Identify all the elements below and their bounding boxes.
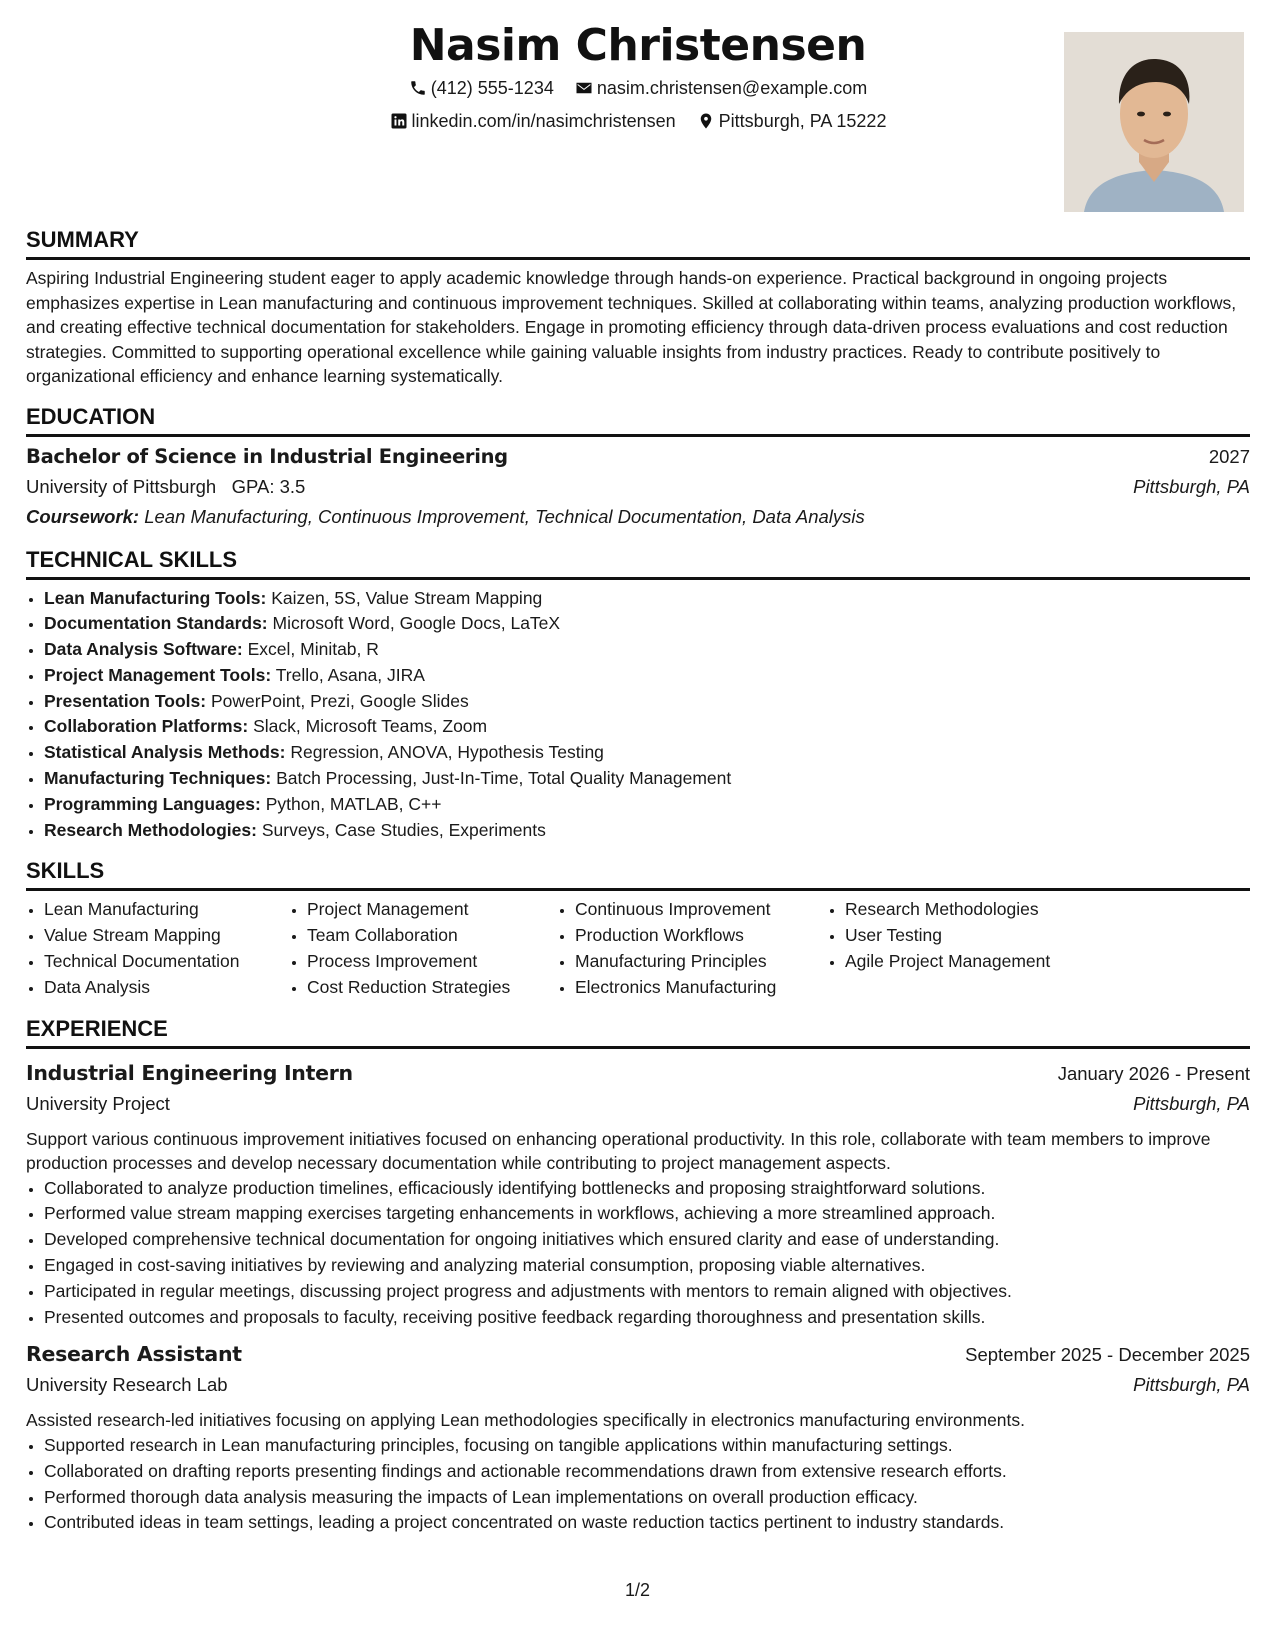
job-header-row — [26, 1340, 1250, 1370]
skill-label: Statistical Analysis Methods: — [44, 742, 286, 763]
list-item: • Performed value stream mapping exercises targeting enhancements in workflows, achieving a more streamlined approach. — [44, 1201, 1250, 1227]
graduation-year: 2027 — [1208, 445, 1250, 467]
list-item — [44, 714, 1250, 740]
page-number: 1/2 — [624, 1580, 651, 1600]
list-item: • Lean Manufacturing — [44, 897, 289, 923]
school-info — [26, 472, 305, 502]
section-title-experience: EXPERIENCE — [26, 1015, 1250, 1049]
list-item: • Process Improvement — [307, 949, 557, 975]
job-title: Industrial Engineering Intern — [26, 1060, 353, 1085]
coursework-line — [26, 502, 1250, 532]
section-title-technical-skills: TECHNICAL SKILLS — [26, 546, 1250, 580]
gpa: GPA: 3.5 — [231, 475, 306, 497]
job-org-row — [26, 1370, 1250, 1400]
job-bullets — [26, 1433, 1250, 1536]
list-item: • User Testing — [845, 923, 1105, 949]
skill-value: Trello, Asana, JIRA — [275, 664, 425, 685]
list-item — [44, 586, 1250, 612]
profile-photo — [1064, 32, 1244, 212]
list-item: • Project Management — [307, 897, 557, 923]
skills-grid — [26, 897, 1250, 1000]
job-summary: Assisted research-led initiatives focusing on applying Lean methodologies specifically in electronics manufacturing environments. — [26, 1410, 1026, 1431]
list-item: • Developed comprehensive technical documentation for ongoing initiatives which ensured clarity and ease of understanding. — [44, 1227, 1250, 1253]
skill-label: Documentation Standards: — [44, 613, 268, 634]
linkedin-item[interactable] — [390, 109, 676, 133]
technical-skills-list — [26, 586, 1250, 844]
skill-label: Project Management Tools: — [44, 664, 272, 685]
experience-entry — [26, 1059, 1250, 1331]
skill-value: Regression, ANOVA, Hypothesis Testing — [290, 742, 604, 763]
job-summary: Support various continuous improvement initiatives focused on enhancing operational productivity. In this role, collaborate with team members to improve production processes and develop necessary documentation while contributing to project management aspects. — [26, 1128, 1211, 1174]
email-link[interactable]: nasim.christensen@example.com — [596, 78, 868, 99]
coursework-list: Lean Manufacturing, Continuous Improvement, Technical Documentation, Data Analysis — [144, 505, 865, 527]
list-item — [44, 766, 1250, 792]
list-item: • Production Workflows — [575, 923, 827, 949]
list-item: • Team Collaboration — [307, 923, 557, 949]
school-name: University of Pittsburgh — [26, 475, 217, 497]
degree-name: Bachelor of Science in Industrial Engineering — [26, 444, 508, 468]
linkedin-icon — [390, 112, 408, 130]
location-text: Pittsburgh, PA 15222 — [718, 111, 887, 132]
list-item: • Technical Documentation — [44, 949, 289, 975]
envelope-icon — [575, 79, 593, 97]
list-item: • Collaborated on drafting reports presenting findings and actionable recommendations drawn from extensive research efforts. — [44, 1459, 1250, 1485]
phone-text: (412) 555-1234 — [430, 78, 554, 99]
list-item: • Supported research in Lean manufacturing principles, focusing on tangible applications within manufacturing settings. — [44, 1433, 1250, 1459]
list-item: • Participated in regular meetings, discussing project progress and adjustments with mentors to remain aligned with objectives. — [44, 1279, 1250, 1305]
section-title-summary: SUMMARY — [26, 226, 1250, 260]
skill-label: Collaboration Platforms: — [44, 716, 249, 737]
skill-label: Manufacturing Techniques: — [44, 768, 272, 789]
list-item: • Presented outcomes and proposals to faculty, receiving positive feedback regarding thoroughness and presentation skills. — [44, 1305, 1250, 1331]
job-location: Pittsburgh, PA — [1133, 1374, 1250, 1396]
list-item: • Research Methodologies — [845, 897, 1105, 923]
portrait-image — [1064, 32, 1244, 212]
list-item: • Data Analysis — [44, 975, 289, 1001]
skill-label: Research Methodologies: — [44, 819, 257, 840]
experience-section — [26, 1015, 1250, 1536]
skill-value: Batch Processing, Just-In-Time, Total Quality Management — [276, 768, 732, 789]
skills-section — [26, 857, 1250, 1000]
coursework-label: Coursework: — [26, 505, 140, 527]
school-location: Pittsburgh, PA — [1133, 475, 1250, 497]
list-item — [44, 818, 1250, 844]
list-item: • Value Stream Mapping — [44, 923, 289, 949]
skills-column-3 — [557, 897, 827, 1000]
summary-text: Aspiring Industrial Engineering student eager to apply academic knowledge through hands-on experience. Practical background in ongoing projects emphasizes expertise in Lean manufacturing and continuous improvement techniques. Skilled at collaborating within teams, analyzing production workflows, and creating effective technical documentation for stakeholders. Engage in promoting efficiency through data-driven process evaluations and cost reduction strategies. Committed to supporting operational excellence while gaining valuable insights from industry practices. Ready to contribute positively to organizational efficiency and enhance learning systematically. — [26, 268, 1237, 386]
section-title-skills: SKILLS — [26, 857, 1250, 891]
list-item: • Manufacturing Principles — [575, 949, 827, 975]
education-school-row — [26, 472, 1250, 502]
list-item: • Collaborated to analyze production timelines, efficaciously identifying bottlenecks and proposing straightforward solutions. — [44, 1176, 1250, 1202]
job-org: University Project — [26, 1092, 170, 1114]
list-item — [44, 740, 1250, 766]
technical-skills-section — [26, 546, 1250, 844]
job-org-row — [26, 1089, 1250, 1119]
list-item — [44, 637, 1250, 663]
skill-value: Python, MATLAB, C++ — [265, 793, 442, 814]
job-dates: September 2025 - December 2025 — [965, 1344, 1250, 1366]
job-title: Research Assistant — [26, 1342, 242, 1367]
skill-label: Presentation Tools: — [44, 690, 207, 711]
skill-value: Surveys, Case Studies, Experiments — [261, 819, 546, 840]
list-item: • Contributed ideas in team settings, leading a project concentrated on waste reduction tactics pertinent to industry standards. — [44, 1510, 1250, 1536]
map-pin-icon — [697, 112, 715, 130]
list-item — [44, 611, 1250, 637]
experience-entry — [26, 1340, 1250, 1536]
education-section — [26, 403, 1250, 532]
job-header-row — [26, 1059, 1250, 1089]
skill-value: Kaizen, 5S, Value Stream Mapping — [271, 587, 543, 608]
skills-column-4 — [827, 897, 1105, 1000]
list-item — [44, 792, 1250, 818]
job-bullets — [26, 1176, 1250, 1331]
list-item: • Continuous Improvement — [575, 897, 827, 923]
resume-page — [26, 18, 1250, 1550]
location-item — [697, 109, 887, 133]
skill-value: Microsoft Word, Google Docs, LaTeX — [272, 613, 561, 634]
resume-header — [26, 18, 1250, 226]
job-dates: January 2026 - Present — [1057, 1062, 1250, 1084]
skills-column-2 — [289, 897, 557, 1000]
skill-label: Programming Languages: — [44, 793, 261, 814]
skill-value: PowerPoint, Prezi, Google Slides — [210, 690, 469, 711]
job-location: Pittsburgh, PA — [1133, 1092, 1250, 1114]
list-item — [44, 689, 1250, 715]
education-header-row — [26, 437, 1250, 472]
job-org: University Research Lab — [26, 1374, 228, 1396]
list-item — [44, 663, 1250, 689]
phone-item — [409, 76, 554, 100]
skill-label: Lean Manufacturing Tools: — [44, 587, 267, 608]
list-item: • Performed thorough data analysis measuring the impacts of Lean implementations on overall production efficacy. — [44, 1485, 1250, 1511]
linkedin-link[interactable]: linkedin.com/in/nasimchristensen — [411, 111, 676, 132]
email-item[interactable] — [575, 76, 867, 100]
list-item: • Engaged in cost-saving initiatives by reviewing and analyzing material consumption, proposing viable alternatives. — [44, 1253, 1250, 1279]
list-item: • Cost Reduction Strategies — [307, 975, 557, 1001]
phone-icon — [409, 79, 427, 97]
skills-column-1 — [26, 897, 289, 1000]
summary-section — [26, 226, 1250, 389]
skill-value: Slack, Microsoft Teams, Zoom — [253, 716, 488, 737]
skill-label: Data Analysis Software: — [44, 639, 243, 660]
section-title-education: EDUCATION — [26, 403, 1250, 437]
list-item: • Agile Project Management — [845, 949, 1105, 975]
skill-value: Excel, Minitab, R — [247, 639, 379, 660]
candidate-name: Nasim Christensen — [409, 20, 867, 71]
list-item: • Electronics Manufacturing — [575, 975, 827, 1001]
